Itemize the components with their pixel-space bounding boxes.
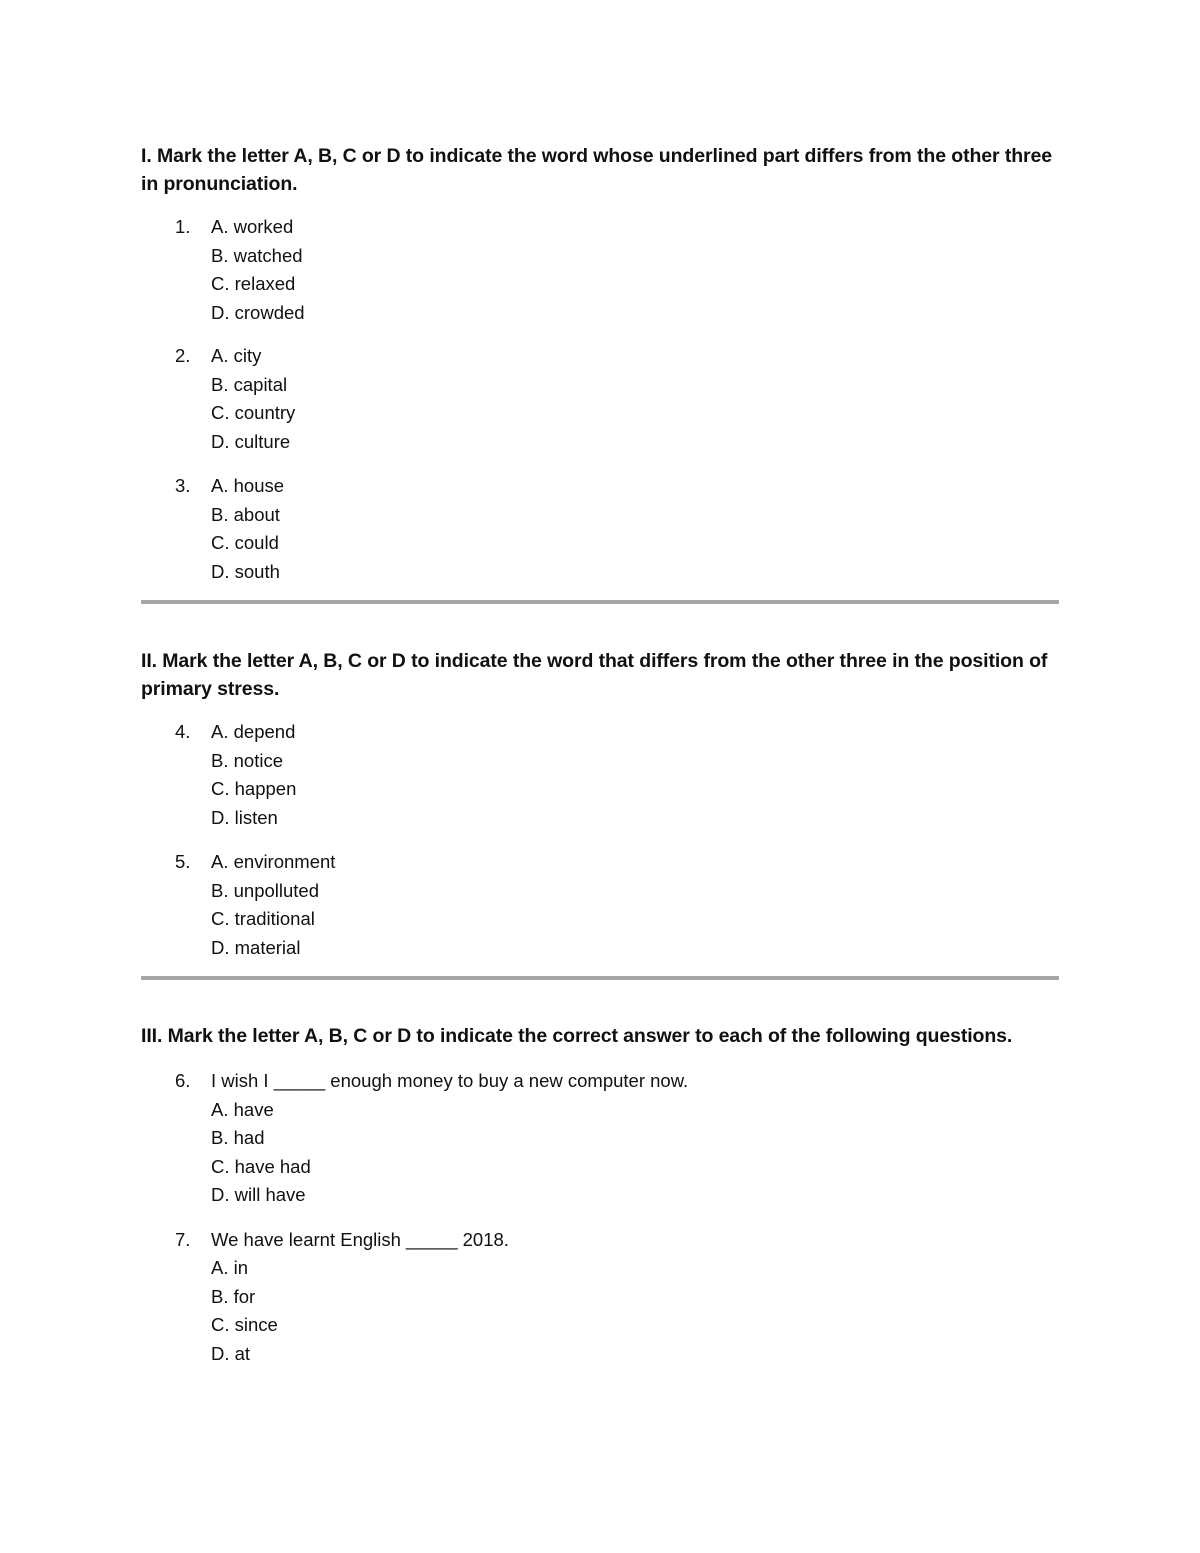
question-stem: I wish I _____ enough money to buy a new computer now.	[211, 1070, 689, 1091]
question-number: 3.	[175, 475, 191, 496]
question-stem: We have learnt English _____ 2018.	[211, 1228, 509, 1250]
question-4	[175, 718, 1059, 832]
option-b: B. had	[211, 1127, 265, 1148]
option-d: D. south	[211, 560, 280, 582]
option-d: D. listen	[211, 806, 278, 828]
option-c: C. have had	[211, 1155, 311, 1177]
option-c: C. since	[211, 1314, 278, 1335]
option-d: D. culture	[211, 430, 291, 452]
option-c: C. could	[211, 532, 279, 553]
option-b: B. for	[211, 1285, 256, 1307]
question-2	[175, 342, 1059, 456]
option-a: A. house	[211, 475, 285, 496]
question-number: 5.	[175, 851, 191, 872]
worksheet	[141, 140, 1059, 1368]
option-d: D. will have	[211, 1184, 306, 1205]
section-divider	[141, 976, 1059, 980]
question-3	[175, 472, 1059, 586]
option-b: B. unpolluted	[211, 879, 320, 901]
option-c: C. country	[211, 402, 296, 423]
option-b: B. notice	[211, 749, 283, 771]
option-a: A. city	[211, 345, 262, 366]
question-number: 7.	[175, 1228, 191, 1250]
option-a: A. depend	[211, 721, 296, 742]
option-a: A. in	[211, 1257, 249, 1278]
question-1	[175, 213, 1059, 327]
question-number: 1.	[175, 216, 191, 237]
option-c: C. happen	[211, 778, 297, 799]
section-divider	[141, 600, 1059, 604]
question-5	[175, 848, 1059, 962]
option-b: B. watched	[211, 244, 303, 266]
option-c: C. relaxed	[211, 273, 296, 294]
section-3-heading: III. Mark the letter A, B, C or D to indicate the correct answer to each of the following questions.	[141, 1025, 1013, 1047]
question-number: 4.	[175, 721, 191, 742]
question-6	[175, 1067, 1059, 1210]
option-b: B. capital	[211, 373, 288, 395]
option-a: A. environment	[211, 851, 336, 872]
option-c: C. traditional	[211, 908, 315, 929]
question-number: 6.	[175, 1070, 191, 1091]
option-a: A. worked	[211, 216, 294, 237]
section-1-heading: I. Mark the letter A, B, C or D to indicate the word whose underlined part differs from the other three in pronunciation.	[141, 145, 1053, 195]
option-a: A. have	[211, 1098, 274, 1120]
section-2-heading: II. Mark the letter A, B, C or D to indicate the word that differs from the other three in the position of primary stress.	[141, 650, 1048, 700]
option-d: D. at	[211, 1342, 251, 1364]
question-number: 2.	[175, 345, 191, 366]
question-7	[175, 1226, 1059, 1369]
option-d: D. crowded	[211, 301, 305, 323]
option-b: B. about	[211, 503, 280, 525]
option-d: D. material	[211, 936, 301, 958]
